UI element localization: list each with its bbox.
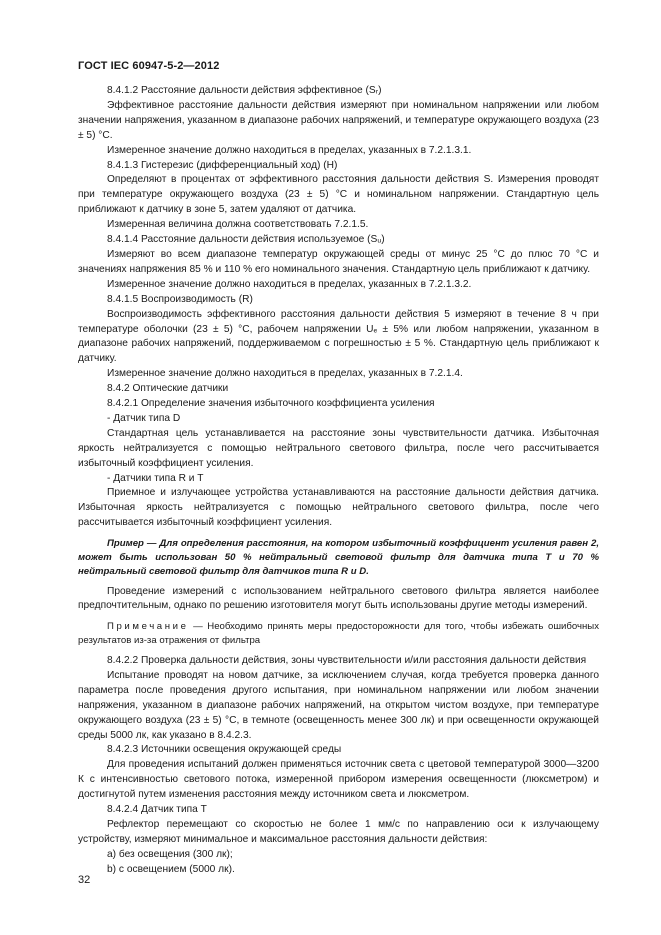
page-content [78, 84, 599, 878]
paragraph: Для проведения испытаний должен применяться источник света с цветовой температурой 3000—3200 К с интенсивностью светового потока, измеренной прибором измерения освещенности (люксметром) и достигнутой путем изменения расстояния между источником света и люксметром. [78, 759, 599, 801]
paragraph: Определяют в процентах от эффективного расстояния дальности действия S. Измерения проводят при температуре окружающего воздуха (23 ± 5) °С и номинальном напряжении. Стандартную цель приближают к датчику в зоне 5, затем удаляют от датчика. [78, 174, 599, 216]
section-heading: 8.4.1.3 Гистерезис (дифференциальный ход) (Н) [107, 159, 338, 171]
paragraph: Измеренная величина должна соответствовать 7.2.1.5. [107, 219, 369, 231]
section-heading: 8.4.2.2 Проверка дальности действия, зоны чувствительности и/или расстояния дальности действия [107, 654, 587, 666]
example-text: Пример — Для определения расстояния, на котором избыточный коэффициент усиления равен 2, может быть использован 50 % нейтральный световой фильтр для датчика типа Т и 70 % нейтральный световой фильтр для датчиков типа R и D. [78, 538, 599, 577]
list-item: b) с освещением (5000 лк). [107, 863, 235, 875]
page-header: ГОСТ IEC 60947-5-2—2012 [78, 60, 220, 72]
note-text: — Необходимо принять меры предосторожности для того, чтобы избежать ошибочных результатов из-за отражения от фильтра [78, 621, 599, 647]
paragraph: Измеренное значение должно находиться в пределах, указанных в 7.2.1.3.2. [107, 278, 472, 290]
list-item: - Датчик типа D [107, 412, 181, 424]
section-heading: 8.4.2.3 Источники освещения окружающей среды [107, 744, 342, 756]
section-heading: 8.4.2 Оптические датчики [107, 383, 229, 395]
paragraph: Стандартная цель устанавливается на расстояние зоны чувствительности датчика. Избыточная яркость нейтрализуется с помощью нейтрального светового фильтра, после чего рассчитывается избыточный коэффициент усиления. [78, 427, 599, 469]
paragraph: Испытание проводят на новом датчике, за исключением случая, когда требуется проверка данного параметра после проведения другого испытания, при номинальном напряжении или любом значении напряжения, указанном в диапазоне рабочих напряжений, на открытом чистом воздухе, при температуре окружающего воздуха (23 ± 5) °С, в темноте (освещенность менее 300 лк) и при освещенности окружающей среды 5000 лк, как указано в 8.4.2.3. [78, 669, 599, 741]
page-number: 32 [78, 874, 91, 886]
list-item: - Датчики типа R и Т [107, 472, 204, 484]
paragraph: Измеряют во всем диапазоне температур окружающей среды от минус 25 °С до плюс 70 °С и значениях напряжения 85 % и 110 % его номинального значения. Стандартную цель приближают к датчику. [78, 248, 599, 275]
section-heading: 8.4.1.4 Расстояние дальности действия используемое (Sᵤ) [107, 234, 385, 246]
section-heading: 8.4.1.5 Воспроизводимость (R) [107, 293, 253, 305]
section-heading: 8.4.2.4 Датчик типа Т [107, 804, 207, 816]
list-item: a) без освещения (300 лк); [107, 848, 233, 860]
note-label: Примечание [107, 621, 189, 633]
paragraph: Эффективное расстояние дальности действия измеряют при номинальном напряжении или любом значении напряжения, указанном в диапазоне рабочих напряжений, и температуре окружающего воздуха (23 ± 5) °С. [78, 99, 599, 141]
section-heading: 8.4.2.1 Определение значения избыточного коэффициента усиления [107, 398, 435, 410]
section-heading: 8.4.1.2 Расстояние дальности действия эффективное (Sᵣ) [107, 85, 382, 96]
paragraph: Приемное и излучающее устройства устанавливаются на расстояние дальности действия датчика. Избыточная яркость нейтрализуется с помощью нейтрального светового фильтра, после чего рассчитывается избыточный коэффициент усиления. [78, 487, 599, 529]
paragraph: Рефлектор перемещают со скоростью не более 1 мм/с по направлению оси к излучающему устройству, измеряют минимальное и максимальное расстояния дальности действия: [78, 818, 599, 845]
paragraph: Измеренное значение должно находиться в пределах, указанных в 7.2.1.4. [107, 368, 463, 380]
paragraph: Проведение измерений с использованием нейтрального светового фильтра является наиболее предпочтительным, однако по решению изготовителя могут быть использованы другие методы измерений. [78, 585, 599, 612]
paragraph: Воспроизводимость эффективного расстояния дальности действия 5 измеряют в течение 8 ч при температуре оболочки (23 ± 5) °С, рабочем напряжении Uₑ ± 5% или любом напряжении, указанном в диапазоне рабочих напряжений, поддерживаемом с погрешностью ± 5 %. Стандартную цель приближают к датчику. [78, 308, 599, 365]
note [78, 620, 599, 648]
paragraph: Измеренное значение должно находиться в пределах, указанных в 7.2.1.3.1. [107, 144, 472, 156]
